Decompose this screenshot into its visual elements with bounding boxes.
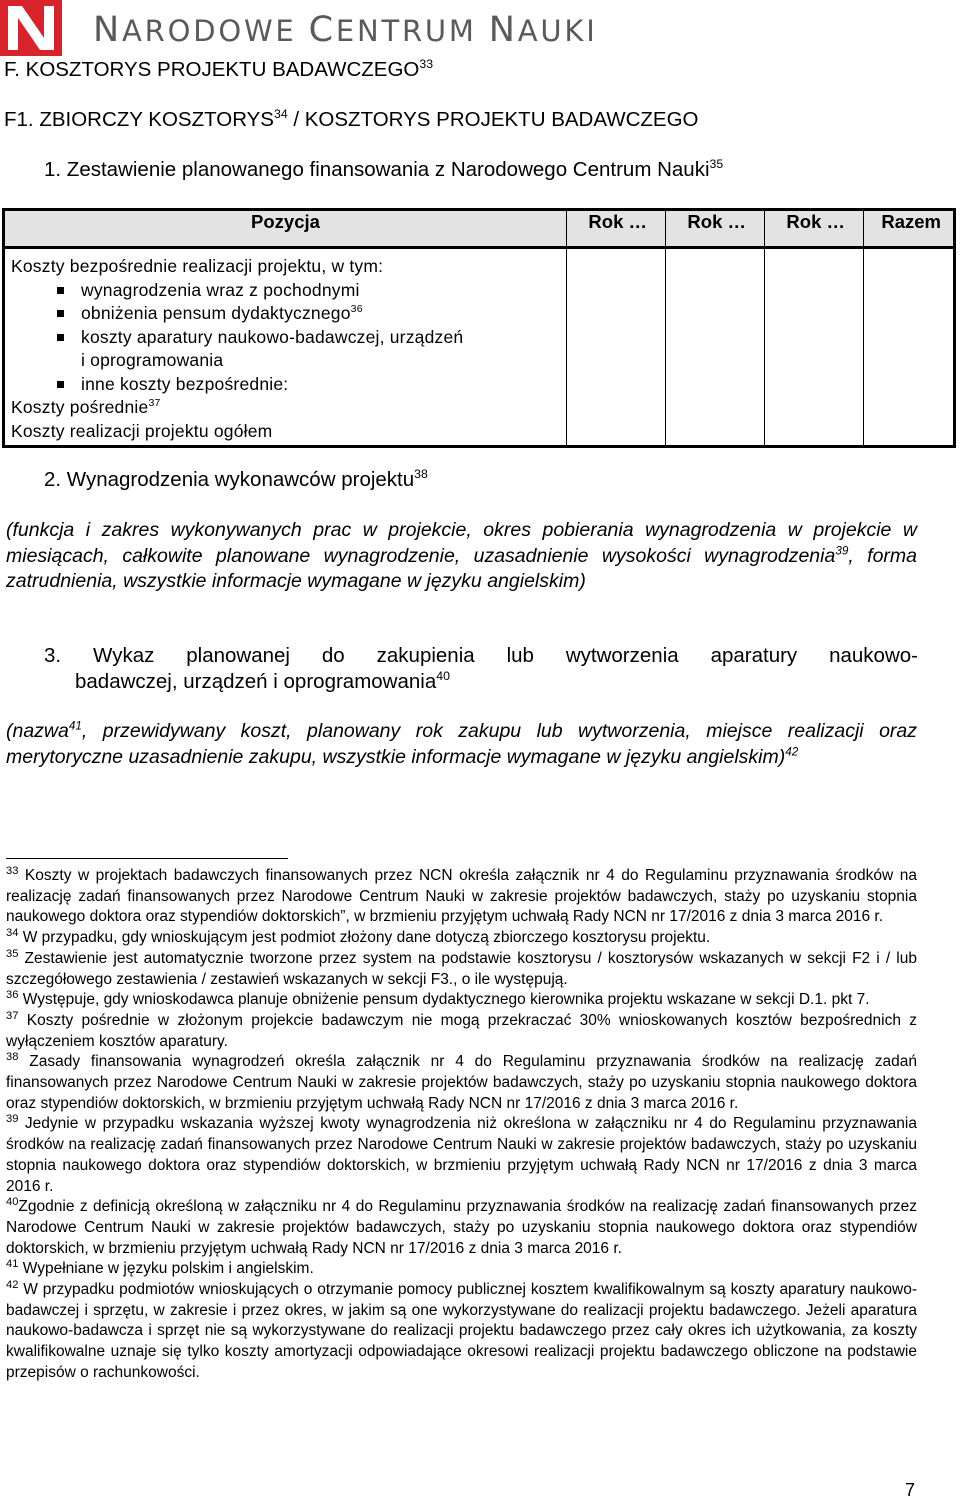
footnote-separator xyxy=(6,858,288,859)
page-number: 7 xyxy=(905,1480,916,1500)
table-header-row xyxy=(4,210,955,248)
cost-items-cell xyxy=(4,248,567,447)
bullet-icon xyxy=(57,287,64,294)
row-direct-costs: Koszty bezpośrednie realizacji projektu, w tym: xyxy=(11,256,384,276)
year-3-values-cell[interactable] xyxy=(765,248,864,447)
table-row xyxy=(4,248,955,447)
row-indirect-costs: Koszty pośrednie$^{37}$ xyxy=(11,397,161,417)
section-3-heading: 3. Wykaz planowanej do zakupienia lub wytworzenia aparatury naukowo- xyxy=(44,644,918,667)
row-other-direct: inne koszty bezpośrednie: xyxy=(11,373,562,397)
row-equipment: koszty aparatury naukowo-badawczej, urządzeń xyxy=(11,326,562,350)
row-salaries: wynagrodzenia wraz z pochodnymi xyxy=(11,279,562,303)
footnote-39: $^{39}$ Jedynie w przypadku wskazania wyższej kwoty wynagrodzenia niż określona w załączniku nr 4 do Regulaminu przyznawania środków na realizację zadań finansowanych przez Narodowe Centrum Nauki w zakresie projektów badawczych, staży po uzyskaniu stopnia naukowego doktora oraz stypendiów doktorskich, w brzmieniu przyjętym uchwałą Rady NCN nr 17/2016 z dnia 3 marca 2016 r. xyxy=(6,1113,917,1195)
footnote-38: $^{38}$ Zasady finansowania wynagrodzeń określa załącznik nr 4 do Regulaminu przyznawania środków na realizację zadań finansowanych przez Narodowe Centrum Nauki w zakresie projektów badawczych, staży po uzyskaniu stopnia naukowego doktora oraz stypendiów doktorskich, w brzmieniu przyjętym uchwałą Rady NCN nr 17/2016 z dnia 3 marca 2016 r. xyxy=(6,1051,917,1112)
column-header-year-2: Rok … xyxy=(666,210,765,248)
total-values-cell[interactable] xyxy=(864,248,955,447)
bullet-icon xyxy=(57,310,64,317)
ncn-logo-icon xyxy=(0,0,62,56)
section-2-heading: 2. Wynagrodzenia wykonawców projektu$^{38}$ xyxy=(44,467,428,491)
section-2-instructions: (funkcja i zakres wykonywanych prac w projekcie, okres pobierania wynagrodzenia w projekcie w miesiącach, całkowite planowane wynagrodzenie, uzasadnienie wysokości wynagrodzenia$^{39}$, forma zatrudnienia, wszystkie informacje wymagane w języku angielskim) xyxy=(6,519,917,592)
year-1-values-cell[interactable] xyxy=(567,248,666,447)
footnote-34: $^{34}$ W przypadku, gdy wnioskującym jest podmiot złożony dane dotyczą zbiorczego kosztorysu projektu. xyxy=(6,926,711,947)
section-3-heading-cont: badawczej, urządzeń i oprogramowania$^{40}$ xyxy=(75,669,450,693)
section-1-heading: 1. Zestawienie planowanego finansowania z Narodowego Centrum Nauki$^{35}$ xyxy=(44,157,724,181)
section-f-heading: F. KOSZTORYS PROJEKTU BADAWCZEGO$^{33}$ xyxy=(4,57,434,81)
column-header-razem: Razem xyxy=(864,210,955,248)
footnotes xyxy=(6,866,917,1384)
column-header-pozycja: Pozycja xyxy=(4,210,567,248)
footnote-42: $^{42}$ W przypadku podmiotów wnioskujących o otrzymanie pomocy publicznej kosztem kwalifikowalnym są koszty aparatury naukowo-badawczej i sprzętu, w zakresie i przez okres, w jakim są one wykorzystywane do realizacji projektu badawczego. Jeżeli aparatura naukowo-badawcza i sprzęt nie są wykorzystywane do realizacji projektu badawczego przez cały okres ich użytkowania, za koszty kwalifikowalne uznaje się tylko koszty amortyzacji odpowiadające okresowi realizacji projektu badawczego obliczone na podstawie przepisów o rachunkowości. xyxy=(6,1278,917,1381)
section-3-instructions: (nazwa$^{41}$, przewidywany koszt, planowany rok zakupu lub wytworzenia, miejsce realizacji oraz merytoryczne uzasadnienie zakupu, wszystkie informacje wymagane w języku angielskim)$^{42}$ xyxy=(6,719,917,768)
row-total-costs: Koszty realizacji projektu ogółem xyxy=(11,420,273,441)
column-header-year-1: Rok … xyxy=(567,210,666,248)
footnote-41: $^{41}$ Wypełniane w języku polskim i angielskim. xyxy=(6,1258,314,1278)
year-2-values-cell[interactable] xyxy=(666,248,765,447)
footnote-33: $^{33}$ Koszty w projektach badawczych finansowanych przez NCN określa załącznik nr 4 do Regulaminu przyznawania środków na realizację zadań finansowanych przez Narodowe Centrum Nauki w zakresie projektów badawczych, staży po uzyskaniu stopnia naukowego doktora oraz stypendiów doktorskich”, w brzmieniu przyjętym uchwałą Rady NCN nr 17/2016 z dnia 3 marca 2016 r. xyxy=(6,864,917,926)
bullet-icon xyxy=(57,381,64,388)
column-header-year-3: Rok … xyxy=(765,210,864,248)
row-equipment-cont: i oprogramowania xyxy=(81,350,224,370)
footnote-35: $^{35}$ Zestawienie jest automatycznie tworzone przez system na podstawie kosztorysu / kosztorysów wskazanych w sekcji F2 i / lub szczegółowego zestawienia / zestawień wskazanych w sekcji F3., o ile występują. xyxy=(6,947,917,988)
bullet-icon xyxy=(57,334,64,341)
budget-summary-table xyxy=(2,208,956,448)
footnote-40: $^{40}$Zgodnie z definicją określoną w załączniku nr 4 do Regulaminu przyznawania środków na realizację zadań finansowanych przez Narodowe Centrum Nauki w zakresie projektów badawczych, staży po uzyskaniu stopnia naukowego doktora oraz stypendiów doktorskich, w brzmieniu przyjętym uchwałą Rady NCN nr 17/2016 z dnia 3 marca 2016 r. xyxy=(6,1196,917,1257)
row-teaching-reduction: obniżenia pensum dydaktycznego$^{36}$ xyxy=(11,302,562,326)
footnote-36: $^{36}$ Występuje, gdy wnioskodawca planuje obniżenie pensum dydaktycznego kierownika projektu wskazane w sekcji D.1. pkt 7. xyxy=(6,989,870,1009)
logo-wordmark: NARODOWE CENTRUM NAUKI xyxy=(93,10,598,50)
section-f1-heading: F1. ZBIORCZY KOSZTORYS$^{34}$ / KOSZTORYS PROJEKTU BADAWCZEGO xyxy=(4,107,699,131)
footnote-37: $^{37}$ Koszty pośrednie w złożonym projekcie badawczym nie mogą przekraczać 30% wnioskowanych kosztów bezpośrednich z wyłączeniem kosztów aparatury. xyxy=(6,1009,917,1050)
